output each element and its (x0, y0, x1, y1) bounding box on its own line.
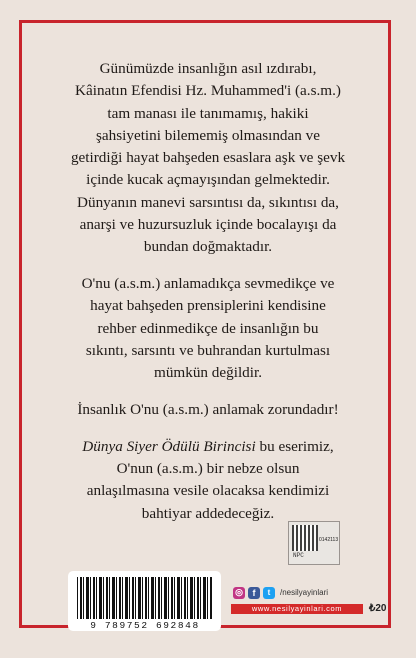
text-line: getirdiği hayat bahşeden esaslara aşk ve şevk (70, 149, 346, 167)
facebook-icon: f (248, 587, 260, 599)
text-line: sıkıntı, sarsıntı ve buhrandan kurtulması (85, 341, 331, 359)
award-title: Dünya Siyer Ödülü Birincisi (82, 437, 256, 455)
text-line (40, 436, 376, 458)
text-line: İnsanlık O'nu (a.s.m.) anlamak zorundadır! (77, 400, 339, 418)
text-line: Günümüzde insanlığın asıl ızdırabı, (99, 60, 317, 77)
text-line: anlaşılmasına vesile olacaksa kendimizi (86, 482, 330, 500)
social-links (233, 586, 328, 599)
text-line: O'nu (a.s.m.) anlamadıkça sevmedikçe ve (81, 275, 335, 293)
text-line: bahtiyar addedeceğiz. (141, 504, 275, 522)
seal-number: 0142113 (319, 537, 339, 543)
text-line: Dünyanın manevi sarsıntısı da, sıkıntısı da, (77, 193, 339, 211)
price-label: ₺20 (369, 603, 387, 614)
text-line: anarşi ve huzursuzluk içinde bocalayışı da (79, 216, 337, 234)
text-line: tam manası ile tanımamış, hakiki (107, 104, 309, 122)
social-handle: /nesilyayinlari (280, 588, 329, 597)
seal-code: NPC (293, 552, 304, 559)
twitter-icon: t (263, 587, 275, 599)
paragraph-2 (40, 273, 376, 384)
text-line: şahsiyetini bilememiş olmasından ve (96, 126, 320, 144)
text-line: rehber edinmedikçe de insanlığın bu (97, 319, 319, 337)
banderol-seal (288, 521, 340, 565)
text-line: bundan doğmaktadır. (143, 238, 273, 256)
text-line: mümkün değildir. (154, 364, 262, 382)
barcode (68, 571, 221, 631)
blurb-text (40, 58, 376, 539)
text-line: hayat bahşeden prensiplerini kendisine (90, 297, 326, 315)
paragraph-3 (40, 399, 376, 421)
barcode-bars (77, 577, 213, 619)
text-line: Kâinatın Efendisi Hz. Muhammed'i (a.s.m.) (75, 82, 341, 100)
instagram-icon: ◎ (233, 587, 245, 599)
text-fragment: bu eserimiz, (255, 437, 334, 455)
isbn-number: 9 789752 692848 (90, 620, 200, 631)
text-line: O'nun (a.s.m.) bir nebze olsun (116, 459, 300, 477)
publisher-website: www.nesilyayinlari.com (231, 604, 363, 614)
paragraph-4 (40, 436, 376, 525)
paragraph-1 (40, 58, 376, 259)
text-line: içinde kucak açmayışından gelmektedir. (86, 171, 330, 189)
qr-code-icon (292, 525, 318, 551)
